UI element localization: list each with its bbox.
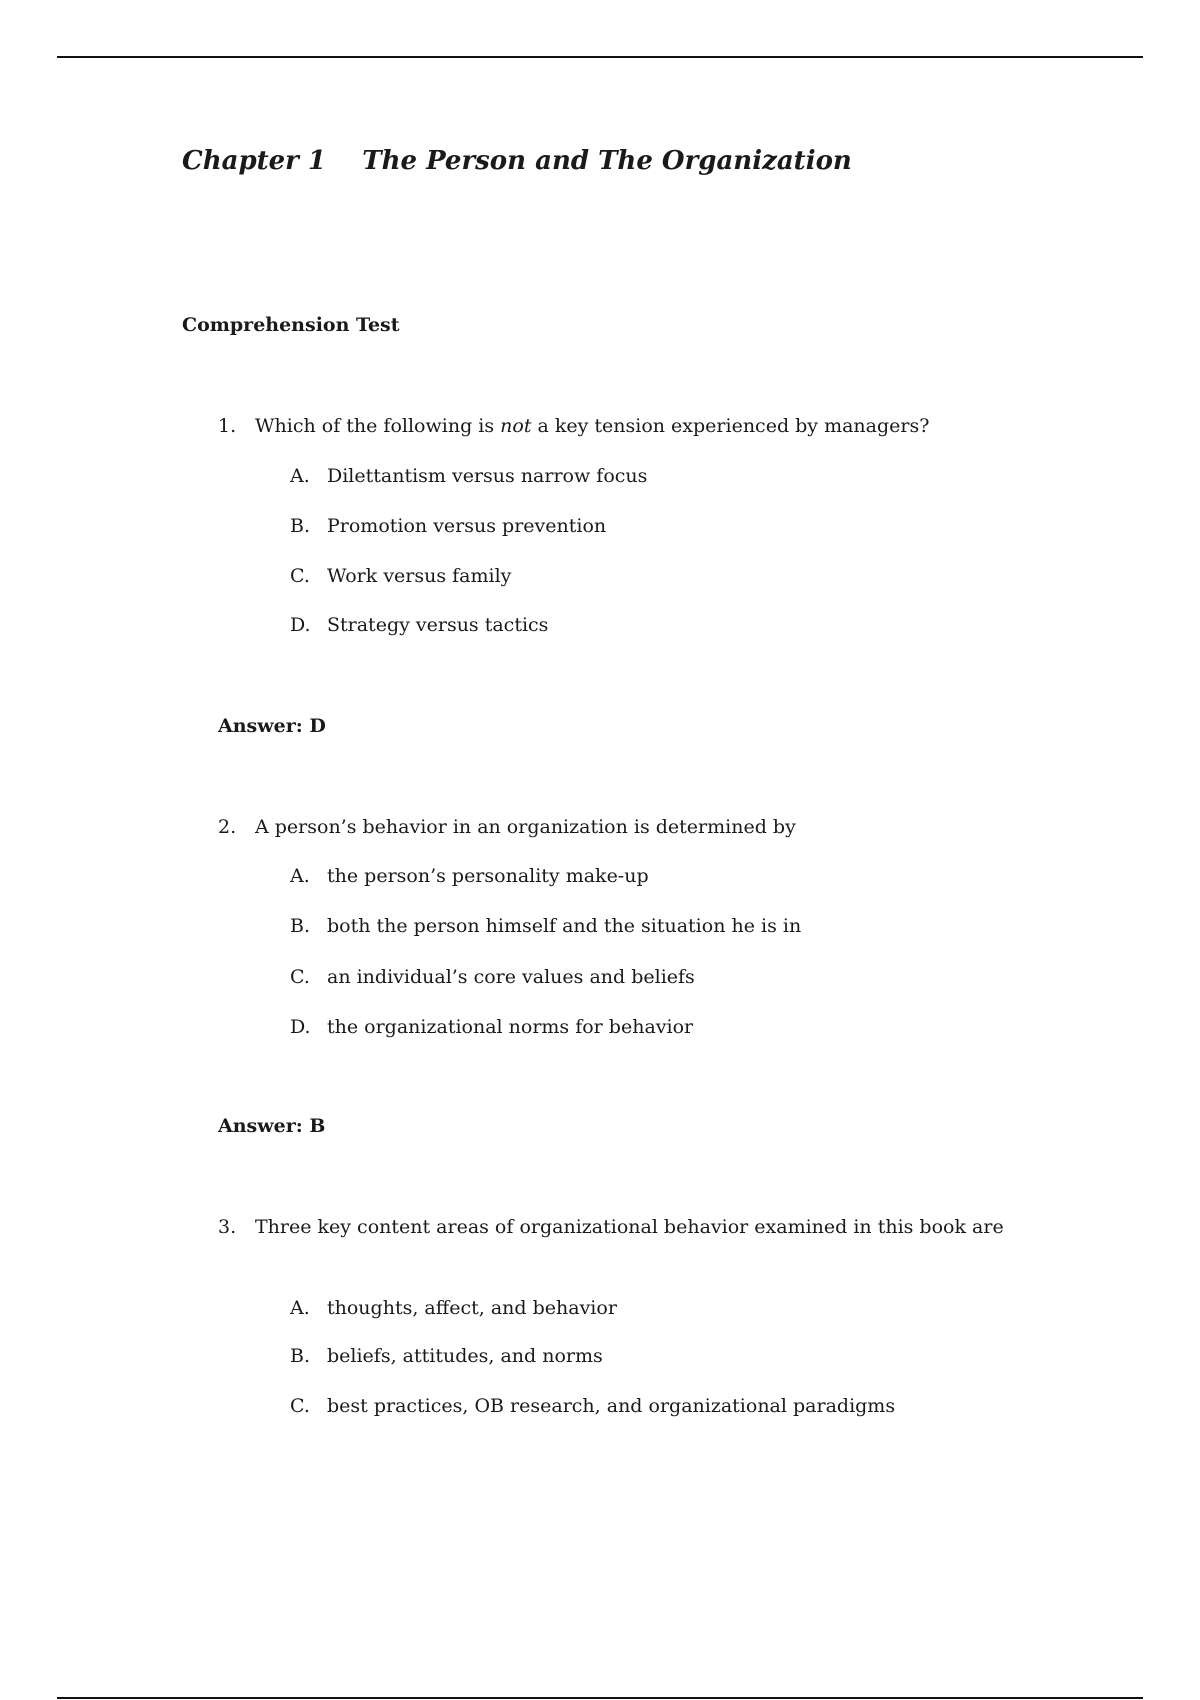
option-item (290, 563, 511, 589)
option-letter: C. (290, 966, 310, 988)
bottom-rule (57, 1697, 1143, 1699)
question-text: A person’s behavior in an organization is determined by (255, 816, 796, 838)
option-text: best practices, OB research, and organizational paradigms (327, 1395, 896, 1417)
question-number: 1. (218, 415, 237, 437)
question-3 (218, 1214, 1004, 1240)
option-text: an individual’s core values and beliefs (327, 966, 695, 988)
answer-2: Answer: B (218, 1115, 326, 1137)
option-item (290, 463, 647, 489)
question-text: Three key content areas of organizational behavior examined in this book are (255, 1216, 1004, 1238)
answer-1: Answer: D (218, 715, 326, 737)
option-item (290, 612, 548, 638)
option-item (290, 913, 801, 939)
question-number: 3. (218, 1216, 237, 1238)
option-letter: C. (290, 1395, 310, 1417)
option-text: beliefs, attitudes, and norms (327, 1345, 603, 1367)
question-2 (218, 814, 796, 840)
option-text: the organizational norms for behavior (327, 1016, 694, 1038)
option-letter: A. (290, 865, 310, 887)
option-item (290, 513, 606, 539)
option-text: Dilettantism versus narrow focus (327, 465, 648, 487)
option-text: Work versus family (327, 565, 512, 587)
option-letter: B. (290, 1345, 311, 1367)
question-emphasis: not (500, 415, 532, 437)
option-text: Promotion versus prevention (327, 515, 607, 537)
option-letter: D. (290, 1016, 311, 1038)
option-item (290, 964, 695, 990)
question-text: Which of the following is (255, 415, 501, 437)
option-text: both the person himself and the situation he is in (327, 915, 802, 937)
option-text: the person’s personality make-up (327, 865, 649, 887)
option-letter: B. (290, 515, 311, 537)
question-number: 2. (218, 816, 237, 838)
chapter-title: Chapter 1 The Person and The Organization (182, 146, 852, 176)
option-item (290, 863, 649, 889)
option-item (290, 1295, 617, 1321)
option-item (290, 1014, 693, 1040)
option-letter: A. (290, 1297, 310, 1319)
option-letter: D. (290, 614, 311, 636)
option-text: Strategy versus tactics (327, 614, 549, 636)
question-1 (218, 413, 929, 439)
section-heading: Comprehension Test (182, 314, 400, 336)
option-letter: C. (290, 565, 310, 587)
question-text-end: a key tension experienced by managers? (531, 415, 930, 437)
option-letter: B. (290, 915, 311, 937)
option-text: thoughts, affect, and behavior (327, 1297, 617, 1319)
top-rule (57, 56, 1143, 58)
option-item (290, 1393, 895, 1419)
option-item (290, 1343, 603, 1369)
option-letter: A. (290, 465, 310, 487)
